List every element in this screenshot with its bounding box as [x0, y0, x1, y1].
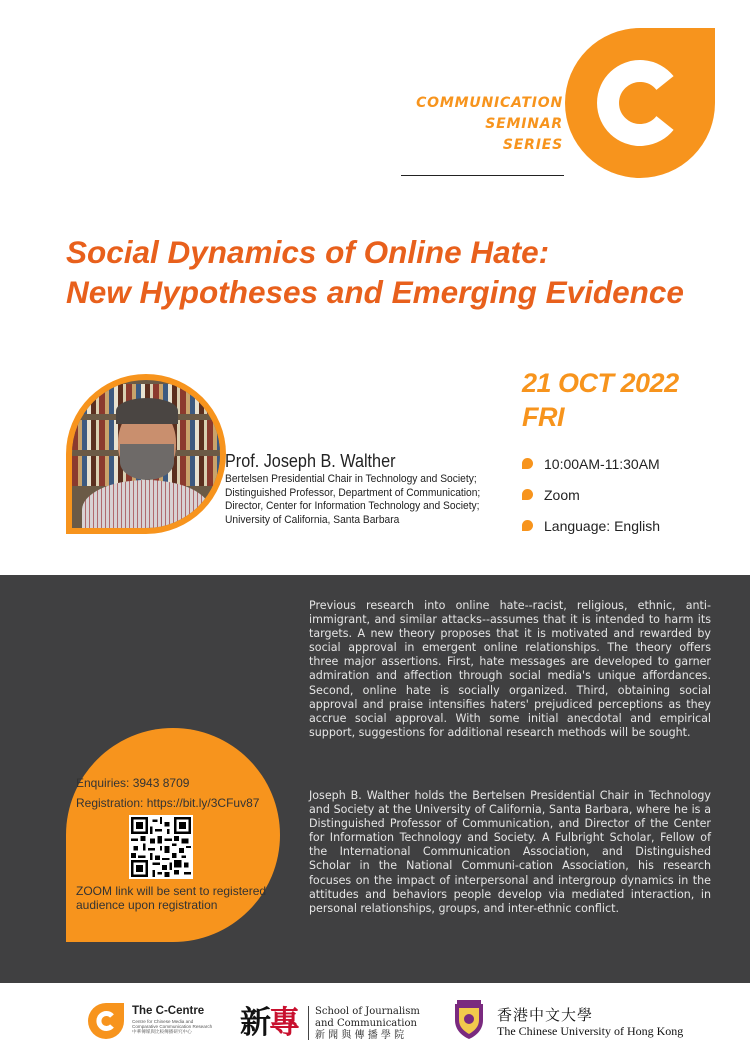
school-name — [315, 1006, 420, 1042]
c-centre-subtitle-line: Comparative Communication Research — [132, 1024, 213, 1030]
event-language-text: Language: English — [544, 517, 660, 534]
speaker-portrait — [72, 380, 220, 528]
event-venue-text: Zoom — [544, 486, 580, 503]
zoom-note: ZOOM link will be sent to registered audience upon registration — [76, 884, 267, 912]
event-date-text: 21 OCT 2022 — [522, 368, 679, 398]
event-time — [522, 448, 660, 479]
c-centre-subtitle-line: Centre for Chinese Media and — [132, 1019, 194, 1024]
footer-divider — [308, 1006, 309, 1040]
speaker-title-line: Director, Center for Information Technology and Society; — [225, 500, 480, 513]
seminar-title — [66, 232, 726, 312]
c-centre-name: The C-Centre — [132, 1005, 205, 1017]
c-centre-subtitle-line: 中華傳媒與比較傳播研究中心 — [132, 1029, 192, 1035]
speaker-title-line: Bertelsen Presidential Chair in Technology and Society; — [225, 473, 477, 485]
speaker-affiliations — [225, 473, 495, 527]
registration-link[interactable]: Registration: https://bit.ly/3CFuv87 — [76, 796, 260, 810]
series-line: COMMUNICATION — [416, 95, 563, 111]
speaker-bio: Joseph B. Walther holds the Bertelsen Presidential Chair in Technology and Society at the University of California, Santa Barbara, where he is a Distinguished Professor of Communication, and Director of the Center for Information Technology and Society. A Fulbright Scholar, Fellow of the International Communication Association, and Distinguished Scholar in the National Communi-cation Association, his research focuses on the impact of interpersonal and intergroup dynamics in the attitudes and behaviors people develop via mediated interaction, in personal relationships, groups, and inter-ethnic conflict. — [309, 789, 711, 915]
hair — [116, 398, 178, 424]
cuhk-name-english: The Chinese University of Hong Kong — [497, 1024, 684, 1038]
c-centre-subtitle — [132, 1019, 242, 1035]
speaker-photo — [66, 374, 226, 534]
speaker-title-line: University of California, Santa Barbara — [225, 513, 400, 526]
school-logo-char: 新 — [240, 1005, 269, 1041]
qr-code-icon — [131, 817, 191, 877]
event-details — [522, 448, 660, 541]
school-name-line: 新 聞 與 傳 播 學 院 — [315, 1030, 405, 1041]
bullet-icon — [522, 458, 533, 469]
title-line-1: Social Dynamics of Online Hate: — [66, 234, 550, 270]
shirt — [82, 480, 210, 528]
series-line: SEMINAR — [485, 116, 563, 132]
school-name-line: and Communication — [315, 1018, 417, 1029]
beard — [120, 444, 174, 480]
event-language — [522, 510, 660, 541]
c-centre-footer-icon — [88, 1003, 124, 1039]
contact-info — [76, 773, 259, 813]
photo-frame-shape — [66, 374, 226, 534]
school-logo-mark — [240, 1004, 298, 1042]
series-divider — [401, 175, 564, 176]
c-centre-logo-icon — [565, 28, 715, 178]
speaker-name: Prof. Joseph B. Walther — [225, 451, 396, 471]
speaker-title-line: Distinguished Professor, Department of Communication; — [225, 486, 481, 499]
bullet-icon — [522, 489, 533, 500]
series-label — [400, 93, 563, 156]
event-venue — [522, 479, 660, 510]
series-line: SERIES — [502, 137, 563, 153]
event-date — [522, 366, 679, 434]
title-line-2: New Hypotheses and Emerging Evidence — [66, 274, 684, 310]
event-day-text: FRI — [522, 402, 564, 432]
seminar-abstract: Previous research into online hate--racist, religious, ethnic, anti-immigrant, and similar attacks--assumes that it is intended to harm its targets. A new theory proposes that it is motivated and rewarded by social approval in emergent online relationships. The theory offers three major assertions. First, hate messages are developed to garner admiration and affection through social media's unique affordances. Second, online hate is socially organized. Third, obtaining social approval and praise intensifies haters' prejudiced perceptions as they accrue social approval. With some initial anecdotal and empirical support, suggestions for additional research methods will be sought. — [309, 599, 711, 739]
registration-qr-code[interactable] — [129, 815, 193, 879]
cuhk-name-chinese: 香港中文大學 — [497, 1006, 594, 1024]
bullet-icon — [522, 520, 533, 531]
cuhk-crest-icon — [452, 1000, 486, 1040]
school-logo-char-red: 專 — [269, 1005, 298, 1041]
event-time-text: 10:00AM-11:30AM — [544, 455, 660, 472]
school-name-line: School of Journalism — [315, 1006, 420, 1017]
enquiries-text: Enquiries: 3943 8709 — [76, 776, 190, 790]
